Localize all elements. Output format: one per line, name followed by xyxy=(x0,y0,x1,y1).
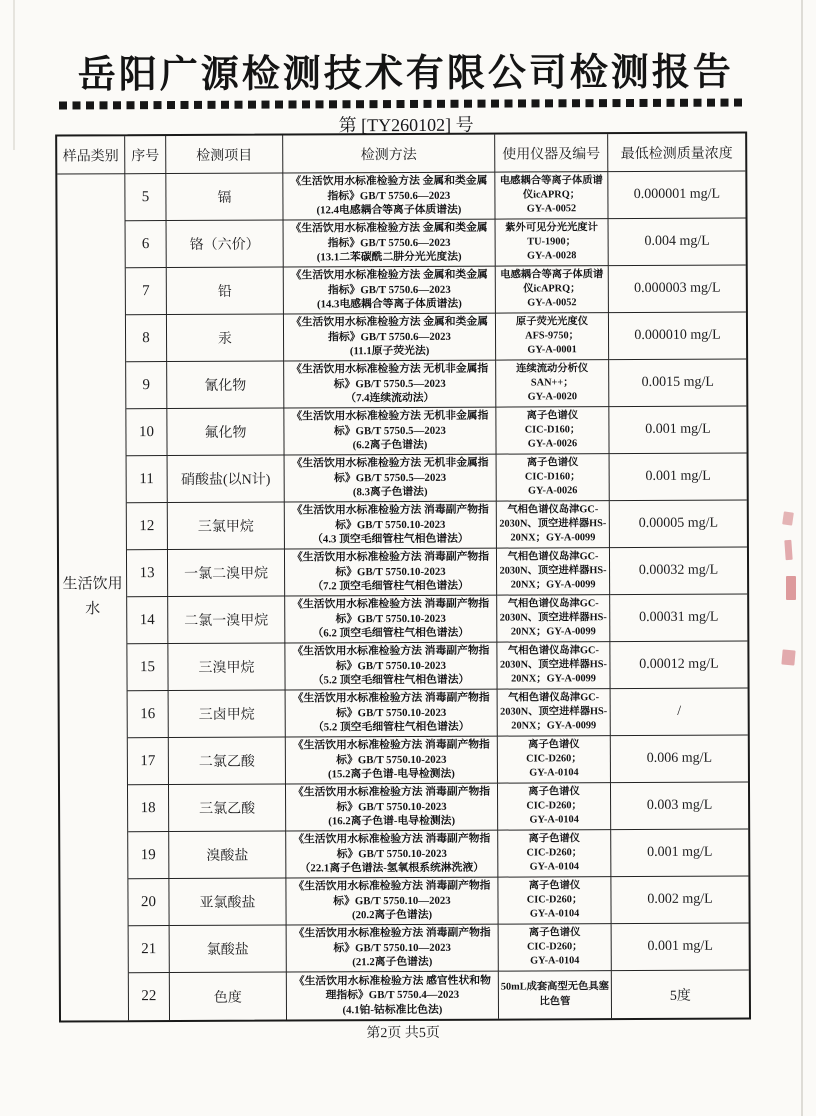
seq-cell: 20 xyxy=(128,879,169,926)
column-header-item: 检测项目 xyxy=(166,136,283,175)
item-cell: 亚氯酸盐 xyxy=(169,879,286,927)
limit-cell: 0.001 mg/L xyxy=(611,830,748,878)
instrument-cell: 电感耦合等离子体质谱 仪icAPRQ； GY-A-0052 xyxy=(496,266,609,313)
column-header-limit: 最低检测质量浓度 xyxy=(608,134,745,173)
item-cell: 三溴甲烷 xyxy=(168,644,285,692)
seq-cell: 12 xyxy=(127,503,168,550)
limit-cell: 0.00005 mg/L xyxy=(610,501,747,549)
method-cell: 《生活饮用水标准检验方法 消毒副产物指 标》GB/T 5750.10-2023 (16.2离子色谱-电导检测法) xyxy=(286,784,498,832)
item-cell: 三卤甲烷 xyxy=(169,691,286,739)
limit-cell: 0.00012 mg/L xyxy=(610,642,747,690)
seq-cell: 13 xyxy=(127,550,168,597)
seq-cell: 17 xyxy=(128,738,169,785)
limit-cell: 0.004 mg/L xyxy=(609,219,746,267)
column-header-method: 检测方法 xyxy=(283,135,495,174)
seq-cell: 5 xyxy=(125,174,166,221)
method-cell: 《生活饮用水标准检验方法 消毒副产物指 标》GB/T 5750.10-2023 （7.2 顶空毛细管柱气相色谱法） xyxy=(285,549,497,597)
item-cell: 铅 xyxy=(167,268,284,316)
report-table xyxy=(55,132,751,1023)
limit-cell: 5度 xyxy=(669,988,691,1004)
instrument-cell: 离子色谱仪 CIC-D260； GY-A-0104 xyxy=(498,877,611,924)
limit-cell: 0.001 mg/L xyxy=(609,407,746,455)
seq-cell: 18 xyxy=(128,785,169,832)
item-cell: 汞 xyxy=(167,315,284,363)
item-cell: 二氯一溴甲烷 xyxy=(168,597,285,645)
method-cell: 《生活饮用水标准检验方法 感官性状和物 理指标》GB/T 5750.4—2023 (4.1铂-钴标准比色法) xyxy=(287,972,499,1020)
method-cell: 《生活饮用水标准检验方法 金属和类金属 指标》GB/T 5750.6—2023 (13.1二苯碳酰二肼分光光度法) xyxy=(284,220,496,268)
item-cell: 一氯二溴甲烷 xyxy=(168,550,285,598)
limit-cell: 0.001 mg/L xyxy=(612,924,749,972)
seq-cell: 16 xyxy=(128,691,169,738)
instrument-cell: 电感耦合等离子体质谱 仪icAPRQ； GY-A-0052 xyxy=(495,172,608,219)
dotted-divider xyxy=(59,99,747,110)
instrument-cell: 原子荧光光度仪 AFS-9750； GY-A-0001 xyxy=(496,313,609,360)
seq-cell: 21 xyxy=(129,926,170,973)
instrument-cell: 气相色谱仪岛津GC- 2030N、顶空进样器HS- 20NX；GY-A-0099 xyxy=(497,548,610,595)
method-cell: 《生活饮用水标准检验方法 消毒副产物指 标》GB/T 5750.10-2023 （5.2 顶空毛细管柱气相色谱法） xyxy=(285,643,497,691)
limit-cell: 0.006 mg/L xyxy=(611,736,748,784)
instrument-cell: 离子色谱仪 CIC-D260； GY-A-0104 xyxy=(498,830,611,877)
instrument-cell: 离子色谱仪 CIC-D160； GY-A-0026 xyxy=(497,454,610,501)
instrument-cell: 离子色谱仪 CIC-D260； GY-A-0104 xyxy=(499,924,612,971)
instrument-cell: 紫外可见分光光度计 TU-1900； GY-A-0028 xyxy=(496,219,609,266)
item-cell: 溴酸盐 xyxy=(169,832,286,880)
method-cell: 《生活饮用水标准检验方法 无机非金属指 标》GB/T 5750.5—2023 （7.4连续流动法） xyxy=(284,361,496,409)
seq-cell: 6 xyxy=(126,221,167,268)
instrument-cell: 离子色谱仪 CIC-D260； GY-A-0104 xyxy=(498,736,611,783)
method-cell: 《生活饮用水标准检验方法 金属和类金属 指标》GB/T 5750.6—2023 (12.4电感耦合等离子体质谱法) xyxy=(283,173,495,221)
column-header-instrument: 使用仪器及编号 xyxy=(495,134,608,172)
limit-cell: 0.001 mg/L xyxy=(610,454,747,502)
limit-cell: 0.002 mg/L xyxy=(611,877,748,925)
item-cell: 三氯乙酸 xyxy=(169,785,286,833)
limit-cell: 0.000010 mg/L xyxy=(609,313,746,361)
limit-cell: / xyxy=(611,689,748,737)
method-cell: 《生活饮用水标准检验方法 消毒副产物指 标》GB/T 5750.10-2023 （5.2 顶空毛细管柱气相色谱法） xyxy=(286,690,498,738)
seq-cell: 7 xyxy=(126,268,167,315)
limit-cell: 0.0015 mg/L xyxy=(609,360,746,408)
seq-cell: 10 xyxy=(126,409,167,456)
method-cell: 《生活饮用水标准检验方法 无机非金属指 标》GB/T 5750.5—2023 (6.2离子色谱法) xyxy=(284,408,496,456)
item-cell: 镉 xyxy=(166,174,283,222)
item-cell: 二氯乙酸 xyxy=(169,738,286,786)
column-header-seq: 序号 xyxy=(125,136,166,174)
seq-cell: 8 xyxy=(126,315,167,362)
limit-cell: 0.000003 mg/L xyxy=(609,266,746,314)
instrument-cell: 离子色谱仪 CIC-D260； GY-A-0104 xyxy=(498,783,611,830)
seq-cell: 14 xyxy=(127,597,168,644)
item-cell: 铬（六价） xyxy=(167,221,284,269)
item-cell: 氯酸盐 xyxy=(170,926,287,974)
column-header-sample-category: 样品类别 xyxy=(57,136,125,174)
seq-cell: 19 xyxy=(128,832,169,879)
item-cell: 色度 xyxy=(170,973,287,1021)
method-cell: 《生活饮用水标准检验方法 消毒副产物指 标》GB/T 5750.10-2023 （22.1离子色谱法-氢氧根系统淋洗液） xyxy=(286,831,498,879)
page-title: 岳阳广源检测技术有限公司检测报告 xyxy=(77,51,734,97)
sample-category-cell: 生活饮用水 xyxy=(57,174,129,1020)
doc-number: 第 [TY260102] 号 xyxy=(338,114,474,136)
instrument-cell: 气相色谱仪岛津GC- 2030N、顶空进样器HS- 20NX；GY-A-0099 xyxy=(498,689,611,736)
seq-cell: 15 xyxy=(127,644,168,691)
item-cell: 氟化物 xyxy=(167,409,284,457)
limit-cell: 0.00031 mg/L xyxy=(610,595,747,643)
item-cell: 氰化物 xyxy=(167,362,284,410)
method-cell: 《生活饮用水标准检验方法 金属和类金属 指标》GB/T 5750.6—2023 (14.3电感耦合等离子体质谱法) xyxy=(284,267,496,315)
instrument-cell: 连续流动分析仪 SAN++； GY-A-0020 xyxy=(496,360,609,407)
seq-cell: 9 xyxy=(126,362,167,409)
method-cell: 《生活饮用水标准检验方法 消毒副产物指 标》GB/T 5750.10-2023 (15.2离子色谱-电导检测法) xyxy=(286,737,498,785)
seq-cell: 22 xyxy=(129,973,170,1020)
method-cell: 《生活饮用水标准检验方法 消毒副产物指 标》GB/T 5750.10—2023 (21.2离子色谱法) xyxy=(287,925,499,973)
item-cell: 硝酸盐(以N计) xyxy=(168,456,285,504)
method-cell: 《生活饮用水标准检验方法 消毒副产物指 标》GB/T 5750.10-2023 （4.3 顶空毛细管柱气相色谱法） xyxy=(285,502,497,550)
page-footer: 第2页 共5页 xyxy=(366,1025,440,1042)
instrument-cell: 气相色谱仪岛津GC- 2030N、顶空进样器HS- 20NX；GY-A-0099 xyxy=(497,642,610,689)
instrument-cell: 离子色谱仪 CIC-D160； GY-A-0026 xyxy=(496,407,609,454)
limit-cell: 0.000001 mg/L xyxy=(608,172,745,220)
limit-cell: 0.003 mg/L xyxy=(611,783,748,831)
method-cell: 《生活饮用水标准检验方法 消毒副产物指 标》GB/T 5750.10—2023 (20.2离子色谱法) xyxy=(286,878,498,926)
limit-cell: 0.00032 mg/L xyxy=(610,548,747,596)
instrument-cell: 气相色谱仪岛津GC- 2030N、顶空进样器HS- 20NX；GY-A-0099 xyxy=(497,595,610,642)
method-cell: 《生活饮用水标准检验方法 无机非金属指 标》GB/T 5750.5—2023 (8.3离子色谱法) xyxy=(285,455,497,503)
instrument-cell: 气相色谱仪岛津GC- 2030N、顶空进样器HS- 20NX；GY-A-0099 xyxy=(497,501,610,548)
item-cell: 三氯甲烷 xyxy=(168,503,285,551)
method-cell: 《生活饮用水标准检验方法 消毒副产物指 标》GB/T 5750.10-2023 （6.2 顶空毛细管柱气相色谱法） xyxy=(285,596,497,644)
instrument-cell: 50mL成套高型无色具塞 比色管 xyxy=(499,971,612,1018)
seq-cell: 11 xyxy=(127,456,168,503)
method-cell: 《生活饮用水标准检验方法 金属和类金属 指标》GB/T 5750.6—2023 (11.1原子荧光法) xyxy=(284,314,496,362)
